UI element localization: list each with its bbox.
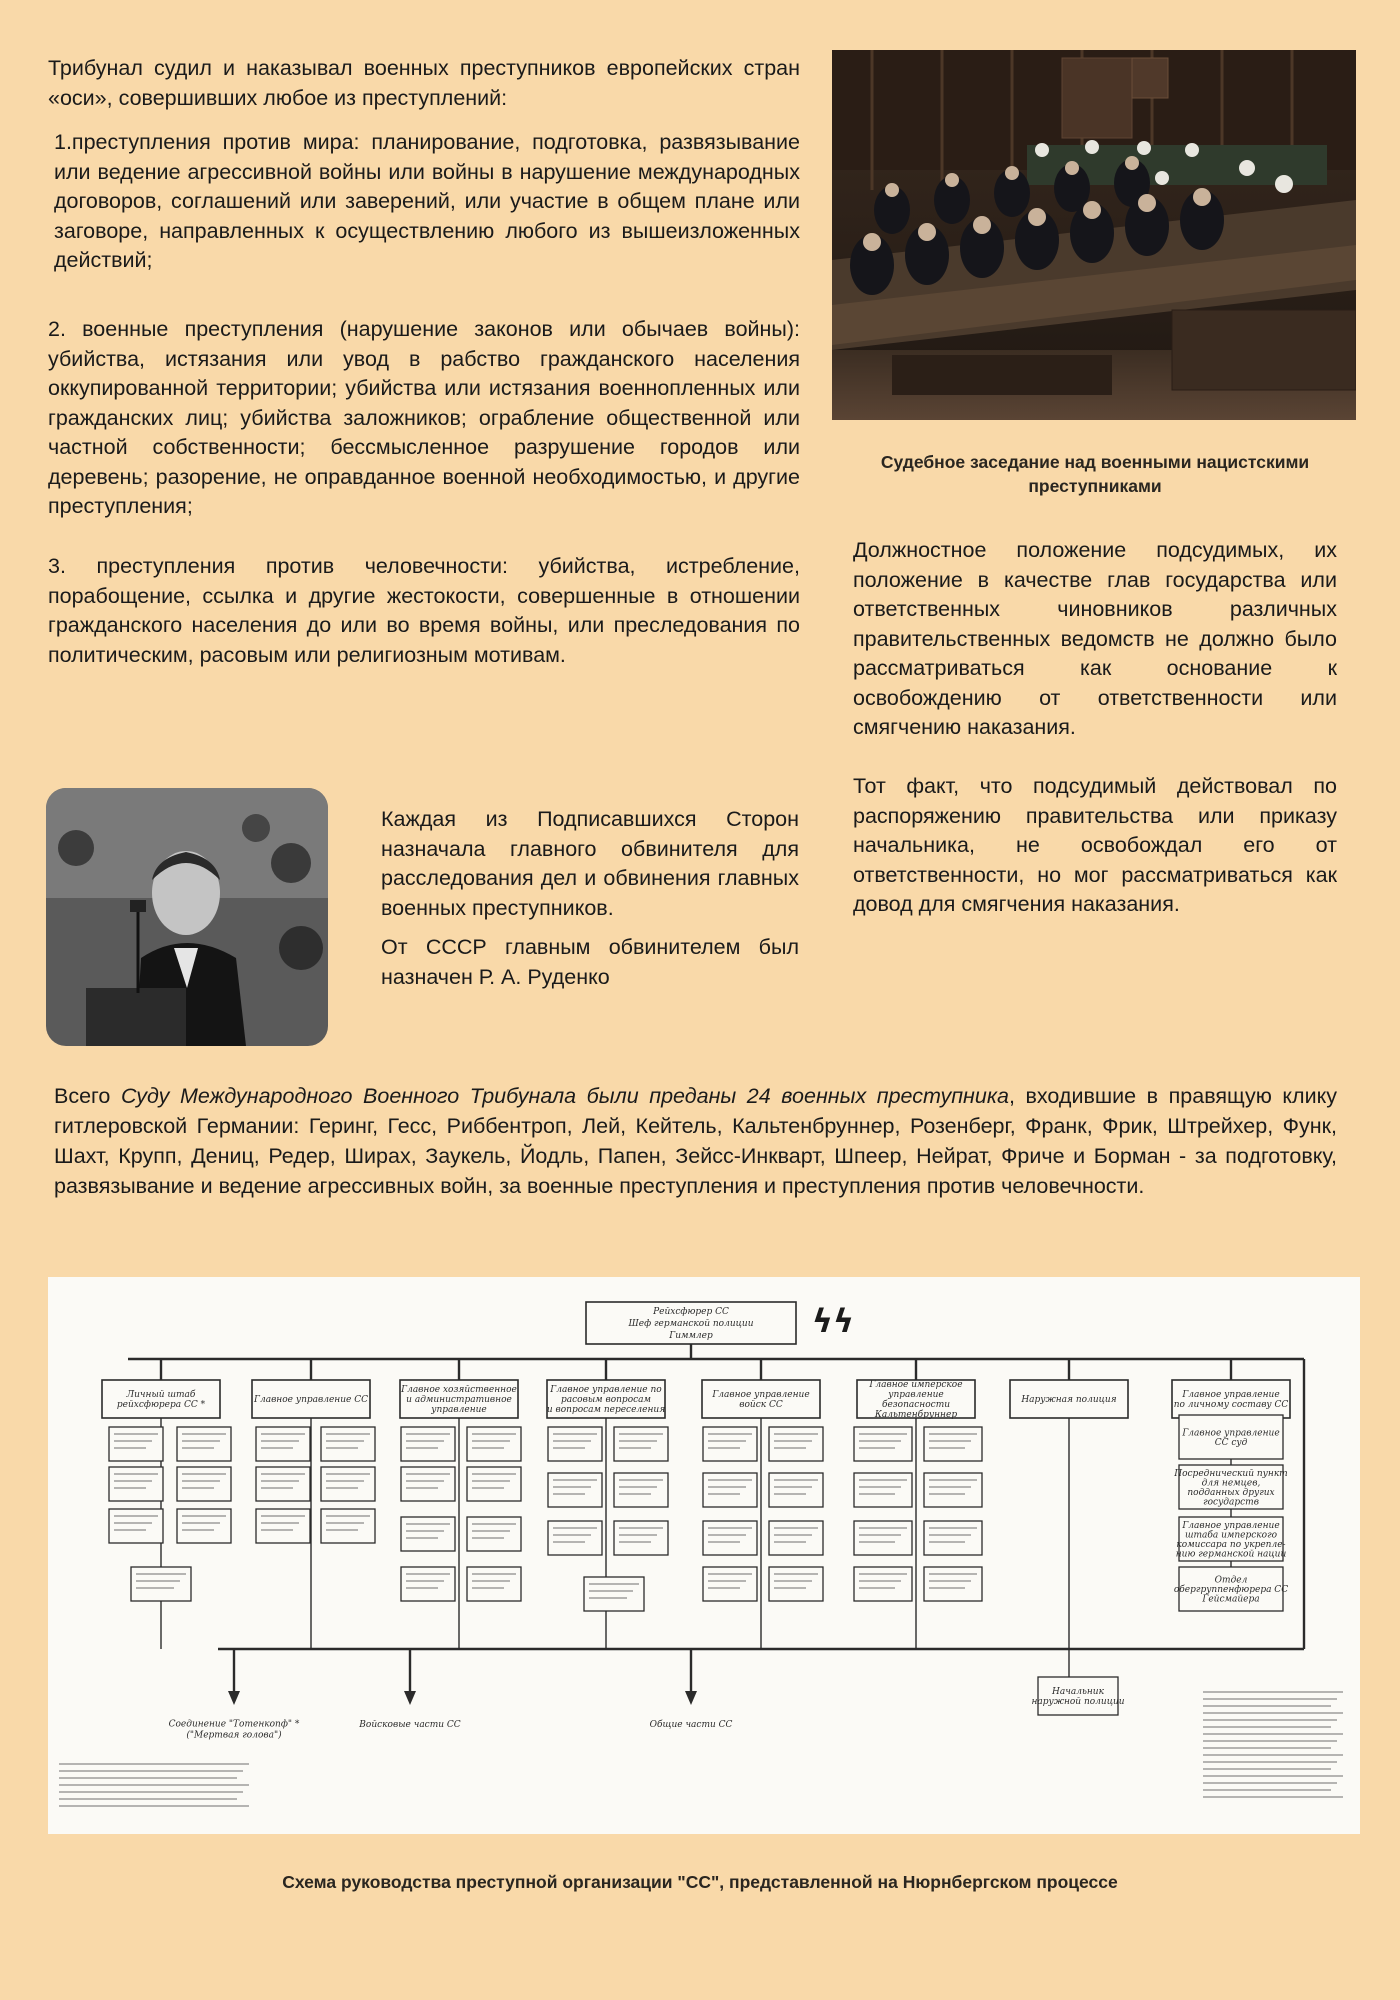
sub-office-box: [584, 1577, 644, 1611]
bottom-unit-label: Соединение "Тотенкопф" *: [168, 1719, 300, 1730]
police-chief-label: Начальник: [1052, 1687, 1104, 1697]
sub-office-box: [467, 1517, 521, 1551]
org-chart-caption: Схема руководства преступной организации "СС", представленной на Нюрнбергском процессе: [282, 1872, 1118, 1892]
sub-office-box: [401, 1567, 455, 1601]
ss-org-chart: [48, 1277, 1360, 1834]
department-label: Главное управление: [1182, 1390, 1280, 1400]
personnel-office-label: обергруппенфюрера СС: [1173, 1585, 1289, 1595]
sub-office-box: [177, 1427, 231, 1461]
personnel-office-label: государств: [1203, 1497, 1259, 1508]
footnote-handwriting: [59, 1764, 249, 1806]
department-label: и вопросам переселения: [546, 1405, 666, 1415]
courtroom-photo-caption: Судебное заседание над военными нацистскими преступниками: [880, 452, 1310, 496]
department-label: войск СС: [739, 1400, 783, 1410]
courtroom-photo: [832, 50, 1356, 420]
bottom-unit-label: Общие части СС: [649, 1720, 733, 1730]
sub-office-box: [321, 1427, 375, 1461]
department-label: безопасности: [881, 1400, 951, 1410]
arrow-down-icon: [228, 1691, 240, 1705]
sub-office-box: [924, 1427, 982, 1461]
department-label: Главное имперское: [869, 1380, 963, 1390]
personnel-office-label: для немцев,: [1201, 1478, 1261, 1489]
reichsfuhrer-label: Гиммлер: [669, 1331, 713, 1341]
prosecutor-paragraph-1: Каждая из Подписавшихся Сторон назначала главного обвинителя для расследования дел и обвинения главных военных преступников.: [381, 807, 799, 920]
prosecutor-text: [381, 805, 799, 992]
sub-office-box: [924, 1521, 982, 1555]
sub-office-box: [256, 1509, 310, 1543]
personnel-office-label: Главное управление: [1182, 1428, 1280, 1439]
sub-office-box: [854, 1473, 912, 1507]
sub-office-box: [401, 1467, 455, 1501]
bottom-unit-label: Войсковые части СС: [359, 1720, 461, 1730]
sub-office-box: [854, 1521, 912, 1555]
personnel-office-label: Отдел: [1214, 1575, 1248, 1586]
sub-office-box: [769, 1473, 823, 1507]
sub-office-box: [614, 1521, 668, 1555]
sub-office-box: [109, 1427, 163, 1461]
department-label: Главное управление СС: [254, 1395, 368, 1405]
sub-office-box: [924, 1567, 982, 1601]
sub-office-box: [769, 1521, 823, 1555]
crimes-against-humanity: 3. преступления против человечности: убийства, истребление, порабощение, ссылка и другие жестокости, совершенные в отношении гражданского населения до или во время войны, или преследования по политическим, расовым или религиозным мотивам.: [48, 554, 800, 667]
sub-office-box: [703, 1567, 757, 1601]
sub-office-box: [467, 1467, 521, 1501]
official-position-paragraph: Должностное положение подсудимых, их положение в качестве глав государства или ответственных чиновников различных правительственных ведомств не должно было рассматриваться как основание к освобождению от ответственности или смягчению наказания.: [853, 538, 1337, 739]
sub-office-box: [703, 1521, 757, 1555]
sub-office-box: [256, 1467, 310, 1501]
prosecutor-paragraph-2: От СССР главным обвинителем был назначен Р. А. Руденко: [381, 935, 799, 989]
personnel-office-label: подданных других: [1187, 1487, 1275, 1498]
department-label: Главное хозяйственное: [401, 1385, 517, 1395]
crimes-against-peace: 1.преступления против мира: планирование, подготовка, развязывание или ведение агрессивной войны или войны в нарушение международных договоров, соглашений или заверений, или участие в общем плане или заговоре, направленных к осуществлению любого из вышеизложенных действий;: [54, 130, 800, 272]
sub-office-box: [467, 1427, 521, 1461]
department-label: Главное управление по: [550, 1385, 662, 1395]
intro-paragraph: Трибунал судил и наказывал военных преступников европейских стран «оси», совершивших любое из преступлений:: [48, 56, 800, 110]
personnel-office-label: нию германской нации: [1175, 1549, 1287, 1560]
department-label: управление: [888, 1390, 944, 1400]
sub-office-box: [854, 1427, 912, 1461]
personnel-office-label: штаба имперского: [1184, 1530, 1278, 1541]
department-label: по личному составу СС: [1173, 1400, 1289, 1410]
arrow-down-icon: [404, 1691, 416, 1705]
sub-office-box: [854, 1567, 912, 1601]
sub-office-box: [703, 1427, 757, 1461]
personnel-office-label: Посреднический пункт: [1174, 1468, 1288, 1479]
bottom-unit-label: ("Мертвая голова"): [186, 1730, 282, 1741]
sub-office-box: [769, 1427, 823, 1461]
sub-office-box: [924, 1473, 982, 1507]
sub-office-box: [109, 1509, 163, 1543]
sub-office-box: [548, 1427, 602, 1461]
personnel-office-label: СС суд: [1214, 1437, 1248, 1448]
attestation-handwriting: [1203, 1692, 1343, 1797]
personnel-office-label: комиссара по укрепле-: [1176, 1539, 1286, 1550]
prosecutor-photo: [46, 788, 328, 1046]
department-label: Наружная полиция: [1021, 1395, 1117, 1405]
sub-office-box: [131, 1567, 191, 1601]
sub-office-box: [321, 1467, 375, 1501]
sub-office-box: [467, 1567, 521, 1601]
department-label: и административное: [406, 1395, 512, 1405]
department-label: управление: [431, 1405, 487, 1415]
arrow-down-icon: [685, 1691, 697, 1705]
department-label: расовым вопросам: [561, 1395, 651, 1405]
department-label: рейхсфюрера СС *: [116, 1400, 206, 1410]
sub-office-box: [177, 1509, 231, 1543]
reichsfuhrer-label: Рейхсфюрер СС: [653, 1307, 729, 1317]
department-label: Личный штаб: [126, 1390, 196, 1400]
defendants-summary: Всего Суду Международного Военного Трибунала были преданы 24 военных преступника, входившие в правящую клику гитлеровской Германии: Геринг, Гесс, Риббентроп, Лей, Кейтель, Кальтенбруннер, Розенберг, Франк, Фрик, Штрейхер, Функ, Шахт, Крупп, Дениц, Редер, Ширах, Заукель, Йодль, Папен, Зейсс-Инкварт, Шпеер, Нейрат, Фриче и Борман - за подготовку, развязывание и ведение агрессивных войн, за военные преступления и преступления против человечности.: [54, 1084, 1337, 1198]
sub-office-box: [548, 1473, 602, 1507]
personnel-office-label: Главное управление: [1182, 1520, 1280, 1531]
sub-office-box: [321, 1509, 375, 1543]
police-chief-label: наружной полиции: [1031, 1697, 1125, 1707]
war-crimes: 2. военные преступления (нарушение законов или обычаев войны): убийства, истязания или увод в рабство гражданского населения оккупированной территории; убийства или истязания военнопленных или гражданских лиц; убийства заложников; ограбление общественной или частной собственности; бессмысленное разрушение городов или деревень; разорение, не оправданное военной необходимостью, и другие преступления;: [48, 317, 800, 518]
reichsfuhrer-label: Шеф германской полиции: [628, 1319, 754, 1329]
sub-office-box: [703, 1473, 757, 1507]
sub-office-box: [614, 1473, 668, 1507]
sub-office-box: [401, 1517, 455, 1551]
superior-orders-paragraph: Тот факт, что подсудимый действовал по распоряжению правительства или приказу начальника, не освобождал его от ответственности, но мог рассматриваться как довод для смягчения наказания.: [853, 774, 1337, 916]
personnel-office-label: Гейсмайера: [1202, 1594, 1260, 1605]
sub-office-box: [548, 1521, 602, 1555]
department-label: Главное управление: [712, 1390, 810, 1400]
sub-office-box: [109, 1467, 163, 1501]
summary-emphasis: Суду Международного Военного Трибунала были преданы 24 военных преступника: [120, 1084, 1009, 1108]
department-label: Кальтенбруннер: [874, 1410, 958, 1420]
sub-office-box: [177, 1467, 231, 1501]
sub-office-box: [769, 1567, 823, 1601]
ss-emblem: ϟϟ: [811, 1302, 855, 1340]
sub-office-box: [614, 1427, 668, 1461]
sub-office-box: [256, 1427, 310, 1461]
sub-office-box: [401, 1427, 455, 1461]
